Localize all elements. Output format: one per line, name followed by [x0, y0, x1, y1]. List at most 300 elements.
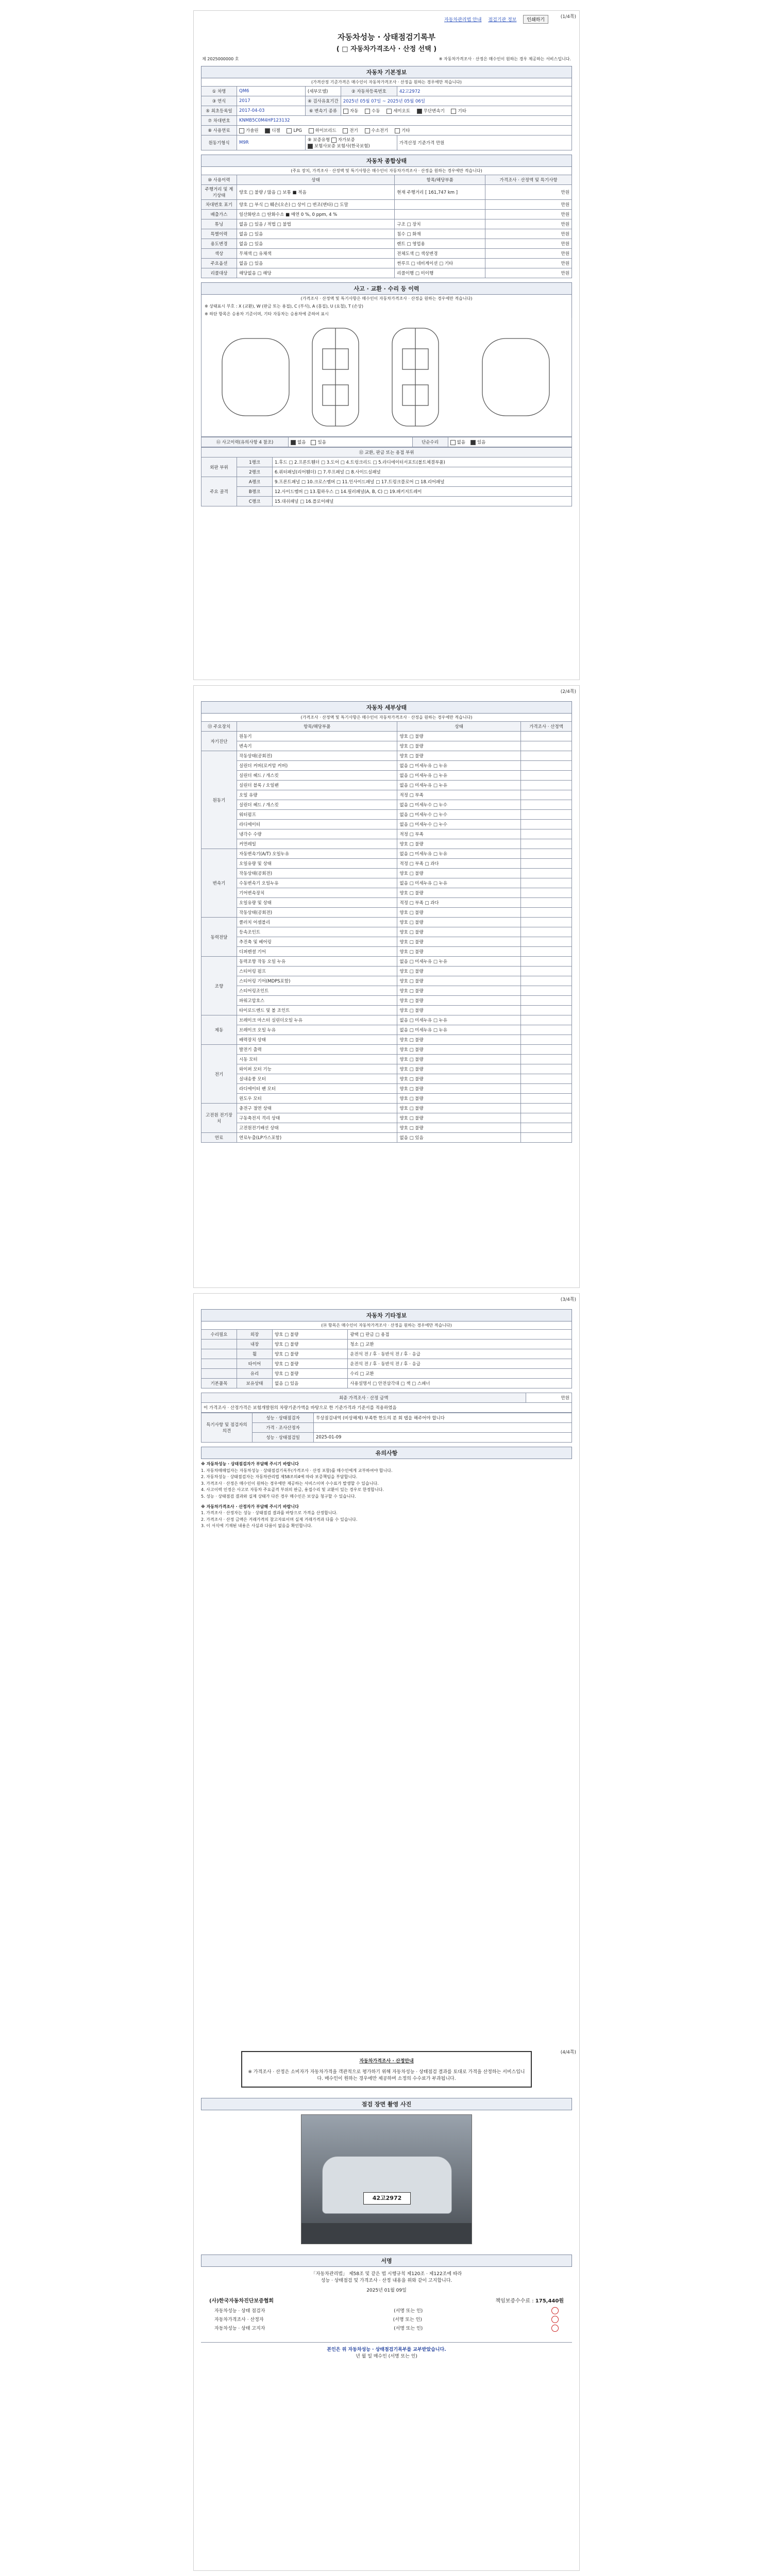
basic-info-section [201, 66, 572, 150]
item-state: 양호 □ 불량 [397, 751, 521, 761]
item-state: 양호 □ 불량 [397, 967, 521, 976]
table-header [201, 722, 572, 732]
item-label: 수동변속기 오일누유 [237, 878, 397, 888]
table-row [201, 781, 572, 790]
price-cell [521, 829, 572, 839]
col-header: 상태 [397, 722, 521, 732]
table-row [201, 1025, 572, 1035]
detail-head: 자동차 세부상태 [201, 701, 572, 714]
option-label: 없음 [297, 440, 306, 445]
accident-note: (가격조사 · 산정액 및 특기사항은 매수인이 자동차가격조사 · 산정을 원하는 경우에만 적습니다) [201, 295, 572, 302]
table-row [201, 878, 572, 888]
table-cell: 보유상태 [237, 1379, 273, 1388]
table-row [201, 859, 572, 869]
item-label: 연료누출(LP가스포함) [237, 1133, 397, 1143]
table-row [201, 1349, 572, 1359]
group-label: 연료 [201, 1133, 237, 1143]
table-row: 차대번호 표기 양호 □ 부식 □ 훼손(오손) □ 상이 □ 변조(변타) □ 도말 만원 [201, 200, 572, 210]
option-label: 하이브리드 [315, 128, 337, 133]
accident-summary-table [201, 437, 572, 447]
option-label: 무단변속기 [423, 109, 445, 114]
detail-section [201, 701, 572, 1143]
item-state: 양호 □ 불량 [397, 918, 521, 927]
table-cell [201, 1340, 237, 1349]
notice-item: 3. 가격조사 · 산정은 매수인이 원하는 경우에만 제공하는 서비스이며 수수료가 발생할 수 있습니다. [201, 1481, 379, 1486]
group-label: 동력전달 [201, 918, 237, 957]
item-state: 없음 □ 미세누유 □ 누유 [397, 957, 521, 967]
page-3 [193, 1293, 580, 2571]
option-label: 디젤 [272, 128, 280, 133]
price-cell [521, 1113, 572, 1123]
notice-item: 2. 자동차성능 · 상태점검자는 자동차관리법 제58조의4에 따라 보증책임을 부담합니다. [201, 1475, 358, 1480]
item-state: 적정 □ 부족 □ 과다 [397, 898, 521, 908]
inspection-validity: 2025년 05월 07일 ~ 2025년 05월 06일 [341, 96, 572, 106]
item-label: 커먼레일 [237, 839, 397, 849]
table-row [201, 1379, 572, 1388]
price-cell [521, 1006, 572, 1015]
item-state: 양호 □ 불량 [397, 927, 521, 937]
notice-heading: ※ 자동차가격조사 · 산정자가 부담해 주시기 바랍니다 [201, 1504, 299, 1509]
item-label: 실린더 블록 / 오일팬 [237, 781, 397, 790]
sign-role-row: 자동차성능 · 상태 고지자 (서명 또는 인) [214, 2325, 559, 2332]
item-label: 변속기 [237, 741, 397, 751]
warranty-options [305, 135, 397, 150]
accident-section [201, 282, 572, 506]
checkbox-checked [417, 109, 422, 114]
table-cell: 기본품목 [201, 1379, 237, 1388]
option-label: 가솔린 [246, 128, 259, 133]
notice-heading: ※ 자동차성능 · 상태점검자가 부담해 주시기 바랍니다 [201, 1462, 299, 1466]
table-cell: 유리 [237, 1369, 273, 1379]
price-cell [521, 918, 572, 927]
price-cell [521, 1064, 572, 1074]
sign-law-2: 성능 · 상태점검 및 가격조사 · 산정 내용을 위와 같이 고지합니다. [321, 2278, 452, 2283]
item-label: 작동상태(공회전) [237, 869, 397, 878]
table-row [201, 1340, 572, 1349]
item-label: 라디에이터 팬 모터 [237, 1084, 397, 1094]
photo-section [201, 2098, 572, 2110]
item-label: 클러치 어셈블리 [237, 918, 397, 927]
basic-info-head: 자동차 기본정보 [201, 66, 572, 78]
accident-head: 사고 · 교환 · 수리 등 이력 [201, 282, 572, 295]
price-cell [521, 898, 572, 908]
item-label: 실린더 헤드 / 개스킷 [237, 800, 397, 810]
sign-role-row: 자동차성능 · 상태 점검자 (서명 또는 인) [214, 2307, 559, 2314]
item-state: 없음 □ 있음 [397, 1133, 521, 1143]
basic-info-table [201, 86, 572, 150]
table-row [201, 437, 572, 447]
table-row [201, 820, 572, 829]
item-label: 냉각수 수량 [237, 829, 397, 839]
overall-state-head: 자동차 종합상태 [201, 155, 572, 167]
item-state: 없음 □ 미세누유 □ 누유 [397, 761, 521, 771]
sign-law: 「자동차관리법」 제58조 및 같은 법 시행규칙 제120조 · 제122조에 따라 [311, 2272, 462, 2277]
table-row [201, 829, 572, 839]
price-cell [521, 751, 572, 761]
table-row [201, 918, 572, 927]
table-row: 배출가스 일산화탄소 □ 탄화수소 ■ 매연 0 %, 0 ppm, 4 % 만원 [201, 210, 572, 219]
price-cell [521, 888, 572, 898]
item-label: 타이로드엔드 및 볼 조인트 [237, 1006, 397, 1015]
item-label: 와이퍼 모터 기능 [237, 1064, 397, 1074]
label: ⑨ 보증유형 [307, 138, 330, 143]
item-state: 양호 □ 불량 [397, 732, 521, 741]
item-label: 오일 유량 [237, 790, 397, 800]
checkbox [365, 109, 370, 114]
label: ⑧ 사용연료 [201, 126, 237, 135]
table-row [201, 937, 572, 947]
item-label: 기어변속장치 [237, 888, 397, 898]
pricing-section [201, 1393, 572, 1443]
other-table [201, 1329, 572, 1388]
col-header: 항목/해당부품 [395, 175, 485, 185]
item-state: 양호 □ 불량 [397, 986, 521, 996]
table-row [201, 1104, 572, 1113]
item-label: 작동상태(공회전) [237, 908, 397, 918]
floor-shape [301, 2223, 472, 2244]
price-cell [521, 761, 572, 771]
table-row [201, 106, 572, 116]
option-label: 세미오토 [393, 109, 411, 114]
item-state: 양호 □ 불량 [397, 1104, 521, 1113]
table-row [201, 1123, 572, 1133]
unit: 만원 [526, 1393, 572, 1403]
price-cell [521, 1094, 572, 1104]
item-state: 양호 □ 불량 [397, 976, 521, 986]
print-button[interactable]: 인쇄하기 [523, 15, 548, 24]
price-cell [521, 839, 572, 849]
item-label: 브레이크 오일 누유 [237, 1025, 397, 1035]
col-header: 가격조사 · 산정액 및 특기사항 [485, 175, 572, 185]
table-cell: 수리필요 [201, 1330, 237, 1340]
item-label: 실린더 헤드 / 개스킷 [237, 771, 397, 781]
item-label: 윈도우 모터 [237, 1094, 397, 1104]
table-row [201, 135, 572, 150]
notices-body [201, 1461, 572, 1529]
parts-table [201, 447, 572, 506]
table-row: 주요옵션 없음 □ 있음 썬루프 □ 네비게이션 □ 기타 만원 [201, 259, 572, 268]
page-number: (2/4쪽) [560, 689, 576, 694]
item-state: 적정 □ 부족 [397, 790, 521, 800]
item-label: 스티어링 기어(MDPS포함) [237, 976, 397, 986]
item-label: 오일유량 및 상태 [237, 898, 397, 908]
sign-roles [214, 2307, 559, 2332]
price-cell [521, 947, 572, 957]
notices-section [201, 1447, 572, 1459]
option-label: LPG [293, 128, 302, 133]
notice-item: 1. 자동차매매업자는 자동차성능 · 상태점검기록부(가격조사 · 산정 포함)를 매수인에게 교부하여야 합니다. [201, 1468, 393, 1473]
table-cell: 없음 □ 있음 [273, 1379, 348, 1388]
table-row [201, 996, 572, 1006]
pricing-head: 최종 가격조사 · 산정 금액 [201, 1393, 526, 1403]
item-label: 고전원전기배선 상태 [237, 1123, 397, 1133]
table-row [201, 1094, 572, 1104]
page-number: (1/4쪽) [560, 14, 576, 20]
table-row: 주요 골격 A랭크 9.프론트패널 □ 10.크로스멤버 □ 11.인사이드패널 □ 17.트렁크플로어 □ 18.리어패널 [201, 477, 572, 487]
car-diagram-svg [201, 318, 573, 435]
notice-item: 5. 성능 · 상태점검 결과와 실제 상태가 다른 경우 매수인은 보상을 청구할 수 있습니다. [201, 1494, 356, 1499]
option-label: 기타 [401, 128, 410, 133]
footer-ack-2: 년 월 일 매수인 (서명 또는 인) [356, 2354, 417, 2359]
table-row [201, 1064, 572, 1074]
inspection-photo [301, 2114, 472, 2244]
label: ⑥ 변속기 종류 [305, 106, 341, 116]
price-cell [521, 1123, 572, 1133]
price-cell [521, 878, 572, 888]
option-label: 기타 [458, 109, 466, 114]
table-cell: 운전석 전 / 후 · 동반석 전 / 후 · 응급 [348, 1359, 572, 1369]
table-row [201, 967, 572, 976]
table-cell: 타이어 [237, 1359, 273, 1369]
table-row [201, 732, 572, 741]
item-state: 양호 □ 불량 [397, 869, 521, 878]
page-2 [193, 685, 580, 1288]
price-cell [521, 820, 572, 829]
checkbox [386, 109, 392, 114]
table-row [201, 751, 572, 761]
label: ① 차명 [201, 87, 237, 96]
table-row [201, 898, 572, 908]
table-row [201, 1074, 572, 1084]
inspector-link[interactable]: 점검기관 정보 [488, 18, 517, 23]
sign-org-row [209, 2296, 564, 2304]
table-row [201, 1045, 572, 1055]
accident-legend-2: ※ 하단 항목은 승용차 기준이며, 기타 자동차는 승용차에 준하여 표시 [201, 310, 572, 318]
label: ⑦ 차대번호 [201, 116, 237, 126]
item-label: 시동 모터 [237, 1055, 397, 1064]
table-cell: 외장 [237, 1330, 273, 1340]
table-row: 용도변경 없음 □ 있음 렌트 □ 영업용 만원 [201, 239, 572, 249]
price-cell [521, 908, 572, 918]
option-label: 수소전기 [371, 128, 389, 133]
option-label: 자동 [349, 109, 359, 114]
detail-table [201, 721, 572, 1143]
col-header: 상태 [237, 175, 395, 185]
detail-note: (가격조사 · 산정액 및 특기사항은 매수인이 자동차가격조사 · 산정을 원하는 경우에만 적습니다) [201, 714, 572, 721]
table-row: B랭크 12.사이드멤버 □ 13.휠하우스 □ 14.필러패널(A, B, C) □ 19.패키지트레이 [201, 487, 572, 497]
pricing-table [201, 1393, 572, 1413]
group-label: 제동 [201, 1015, 237, 1045]
item-label: 오일유량 및 상태 [237, 859, 397, 869]
doc-subtitle: ( □ 자동차가격조사 · 산정 선택 ) [336, 45, 437, 53]
item-state: 양호 □ 불량 [397, 1045, 521, 1055]
table-row [201, 1006, 572, 1015]
page-1 [193, 10, 580, 680]
option-label: 전기 [349, 128, 358, 133]
table-row [201, 790, 572, 800]
table-row [201, 908, 572, 918]
checkbox-checked [265, 128, 270, 133]
table-row: 리콜대상 해당없음 □ 해당 리콜이행 □ 미이행 만원 [201, 268, 572, 278]
item-label: 실린더 커버(로커암 커버) [237, 761, 397, 771]
option-label: 수동 [372, 109, 380, 114]
table-row [201, 800, 572, 810]
table-row [201, 126, 572, 135]
doc-title: 자동차성능 · 상태점검기록부 [337, 32, 436, 42]
item-state: 양호 □ 불량 [397, 908, 521, 918]
price-cell [521, 996, 572, 1006]
table-row [201, 1055, 572, 1064]
table-row [201, 1393, 572, 1403]
item-state: 양호 □ 불량 [397, 996, 521, 1006]
item-label: 추진축 및 베어링 [237, 937, 397, 947]
table-cell: 양호 □ 불량 [273, 1359, 348, 1369]
notice-item: 2. 가격조사 · 산정 금액은 거래가격의 참고자료이며 실제 거래가격과 다를 수 있습니다. [201, 1517, 358, 1522]
item-label: 작동상태(공회전) [237, 751, 397, 761]
col-header: ⑬ 주요장치 [201, 722, 237, 732]
notices-head: 유의사항 [201, 1447, 572, 1459]
price-cell [521, 1045, 572, 1055]
table-row [201, 771, 572, 781]
item-label: 동력조향 작동 오일 누유 [237, 957, 397, 967]
pricing-text: 이 가격조사 · 산정가격은 보험개발원의 차량기준가액을 바탕으로 한 기준가격과 기준서를 적용하였음 [201, 1403, 572, 1413]
price-cell [521, 967, 572, 976]
label: (세부모델) [305, 87, 341, 96]
item-state: 양호 □ 불량 [397, 947, 521, 957]
notice-item: 3. 이 서식에 기재된 내용은 사실과 다름이 없음을 확인합니다. [201, 1523, 312, 1529]
table-cell: 내장 [237, 1340, 273, 1349]
table-row [201, 1369, 572, 1379]
top-notice: ※ 자동차가격조사 · 산정은 매수인이 원하는 경우 제공하는 서비스입니다. [439, 57, 571, 61]
table-cell: 청소 □ 교환 [348, 1340, 572, 1349]
item-state: 양호 □ 불량 [397, 1074, 521, 1084]
table-row [201, 761, 572, 771]
item-state: 양호 □ 불량 [397, 1084, 521, 1094]
first-registration: 2017-04-03 [237, 106, 306, 116]
item-state: 양호 □ 불량 [397, 888, 521, 898]
item-state: 양호 □ 불량 [397, 1035, 521, 1045]
group-label: 변속기 [201, 849, 237, 918]
price-cell [521, 976, 572, 986]
price-cell [521, 790, 572, 800]
photo-head: 점검 장면 촬영 사진 [201, 2098, 572, 2110]
overall-state-section [201, 155, 572, 278]
guide-text: ※ 가격조사 · 산정은 소비자가 자동차가격을 객관적으로 평가하기 위해 자동차성능 · 상태점검 결과를 토대로 가격을 산정하는 서비스입니다. 매수인이 원하는 경우에만 제공하며 소정의 수수료가 부과됩니다. [248, 2070, 525, 2081]
table-row [201, 96, 572, 106]
item-label: 충전구 절연 상태 [237, 1104, 397, 1113]
item-label: 스티어링 펌프 [237, 967, 397, 976]
price-cell [521, 869, 572, 878]
table-row [201, 810, 572, 820]
table-cell [201, 1369, 237, 1379]
group-label: 조향 [201, 957, 237, 1015]
table-row [201, 869, 572, 878]
model-year: 2017 [237, 96, 306, 106]
table-row: 튜닝 없음 □ 있음 / 적법 □ 불법 구조 □ 장치 만원 [201, 219, 572, 229]
price-basis [397, 135, 572, 150]
table-row: 특별이력 없음 □ 있음 침수 □ 화재 만원 [201, 229, 572, 239]
price-cell [521, 810, 572, 820]
col-header: ⑫ 교환, 판금 또는 용접 부위 [201, 448, 572, 457]
table-cell [201, 1349, 237, 1359]
doc-meta [202, 56, 571, 62]
reg-number: 제 2025000000 호 [202, 57, 239, 61]
page-number: (4/4쪽) [560, 2050, 576, 2055]
group-label: 자기진단 [201, 732, 237, 751]
table-cell: 광택 □ 판금 □ 용접 [348, 1330, 572, 1340]
page-number: (3/4쪽) [560, 1297, 576, 1302]
price-cell [521, 937, 572, 947]
table-row [201, 927, 572, 937]
item-state: 없음 □ 미세누유 □ 누유 [397, 849, 521, 859]
table-row [201, 1403, 572, 1413]
item-label: 스티어링조인트 [237, 986, 397, 996]
pricing-guide-box [241, 2051, 532, 2088]
price-cell [521, 1104, 572, 1113]
item-state: 적정 □ 부족 □ 과다 [397, 859, 521, 869]
item-state: 양호 □ 불량 [397, 1094, 521, 1104]
table-cell: 양호 □ 불량 [273, 1369, 348, 1379]
table-cell: 사용설명서 □ 안전삼각대 □ 잭 □ 스패너 [348, 1379, 572, 1388]
item-label: 파워고압호스 [237, 996, 397, 1006]
price-cell [521, 1055, 572, 1064]
car-body-shape [322, 2156, 452, 2214]
table-row [201, 1133, 572, 1143]
other-section [201, 1309, 572, 1388]
col-header: ⑩ 사용이력 [201, 175, 237, 185]
group-label: 고전원 전기장치 [201, 1104, 237, 1133]
item-state: 양호 □ 불량 [397, 839, 521, 849]
plate-number: 42고2972 [397, 87, 572, 96]
table-row [201, 116, 572, 126]
item-label: 브레이크 마스터 실린더오일 누유 [237, 1015, 397, 1025]
table-header [201, 448, 572, 457]
table-cell: 휠 [237, 1349, 273, 1359]
table-row [201, 839, 572, 849]
item-label: 디퍼렌셜 기어 [237, 947, 397, 957]
label: 원동기형식 [201, 135, 237, 150]
option-label: 보험사보증 보험사(한국보험) [314, 144, 370, 149]
price-cell [521, 1015, 572, 1025]
overall-state-note: (주요 장치, 가격조사 · 산정액 및 특기사항은 매수인이 자동차가격조사 · 산정을 원하는 경우에만 적습니다) [201, 167, 572, 175]
item-state: 없음 □ 미세누수 □ 누수 [397, 800, 521, 810]
sign-role-row: 자동차가격조사 · 산정자 (서명 또는 인) [214, 2316, 559, 2323]
item-state: 양호 □ 불량 [397, 1113, 521, 1123]
stamp-icon [551, 2307, 559, 2314]
item-state: 양호 □ 불량 [397, 937, 521, 947]
option-label: 있음 [477, 440, 486, 445]
sign-section [201, 2255, 572, 2267]
basic-info-note: (가격산정 기준가격은 매수인이 자동차가격조사 · 산정을 원하는 경우에만 적습니다) [201, 78, 572, 86]
table-cell: 양호 □ 불량 [273, 1349, 348, 1359]
license-plate: 42고2972 [363, 2192, 411, 2205]
price-cell [521, 1084, 572, 1094]
price-cell [521, 849, 572, 859]
item-label: 구동축전지 격리 상태 [237, 1113, 397, 1123]
fuel-options [237, 126, 572, 135]
table-row [201, 87, 572, 96]
option-label: 있음 [317, 440, 326, 445]
price-cell [521, 1035, 572, 1045]
table-row [201, 957, 572, 967]
price-cell [521, 1074, 572, 1084]
fee-value: 175,440원 [535, 2298, 564, 2304]
table-row: 주행거리 및 계기상태 양호 □ 불량 / 많음 □ 보통 ■ 적음 현재 주행거리 [ 161,747 km ] 만원 [201, 185, 572, 200]
checkbox [451, 109, 456, 114]
item-state: 양호 □ 불량 [397, 1006, 521, 1015]
table-row [201, 1330, 572, 1340]
org-name: (사)한국자동차진단보증협회 [209, 2298, 274, 2304]
sign-head: 서명 [201, 2255, 572, 2267]
car-diagram [201, 318, 572, 437]
table-row: 색상 무채색 □ 유채색 전체도색 □ 색상변경 만원 [201, 249, 572, 259]
law-link[interactable]: 자동차관리법 안내 [444, 18, 482, 23]
table-cell [201, 1359, 237, 1369]
item-label: 원동기 [237, 732, 397, 741]
group-label: 전기 [201, 1045, 237, 1104]
label: 단순수리 [412, 437, 448, 447]
other-note: (⑭ 항목은 매수인이 자동차가격조사 · 산정을 원하는 경우에만 적습니다) [201, 1321, 572, 1329]
